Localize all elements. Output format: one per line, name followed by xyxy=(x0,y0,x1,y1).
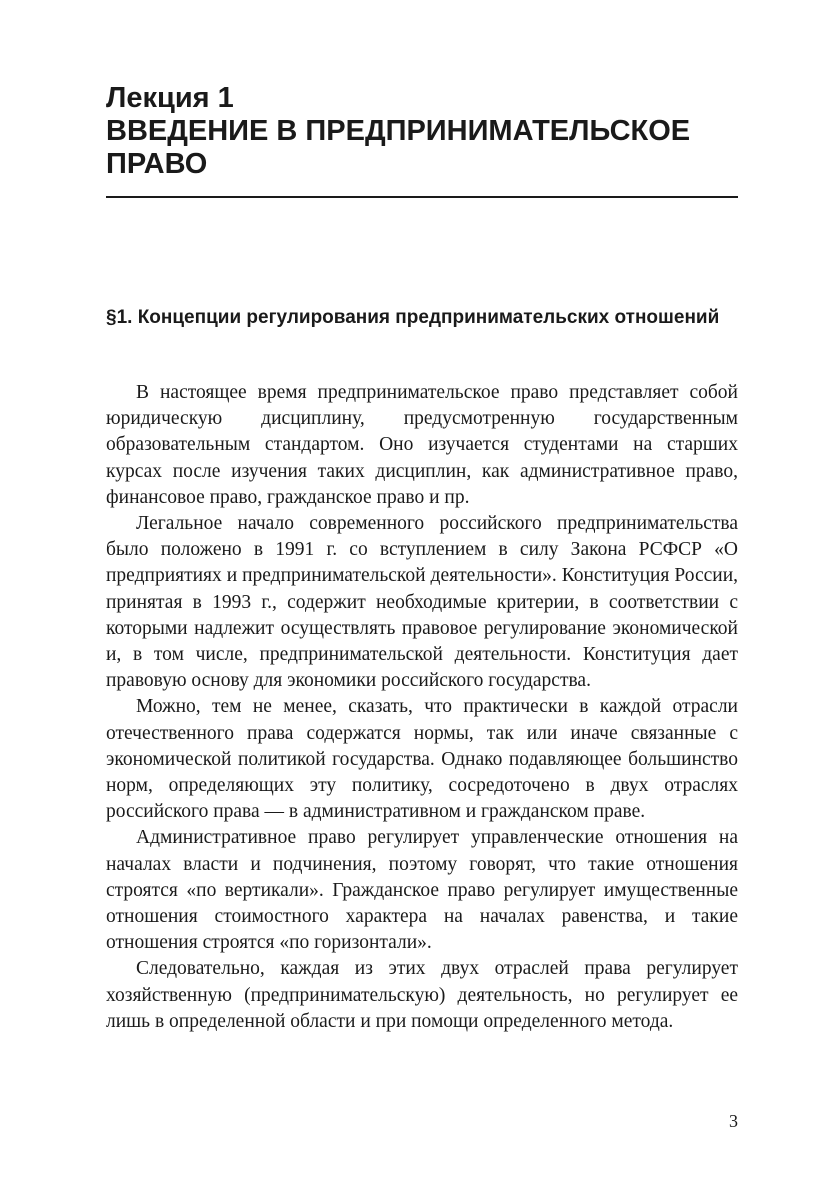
book-page xyxy=(106,0,738,1199)
lecture-title: ВВЕДЕНИЕ В ПРЕДПРИНИМАТЕЛЬСКОЕ ПРАВО xyxy=(106,115,691,180)
paragraph: Административное право регулирует управленческие отношения на началах власти и подчинения, поэтому говорят, что такие отношения строятся «по вертикали». Гражданское право регулирует имущественные отношения стоимостного характера на началах равенства, и такие отношения строятся «по горизонтали». xyxy=(106,827,738,954)
title-divider xyxy=(106,196,738,198)
lecture-number: Лекция 1 xyxy=(106,82,234,114)
paragraph: В настоящее время предпринимательское право представляет собой юридическую дисциплину, предусмотренную государственным образовательным стандартом. Оно изучается студентами на старших курсах после изучения таких дисциплин, как административное право, финансовое право, гражданское право и пр. xyxy=(106,382,738,508)
paragraph: Легальное начало современного российского предпринимательства было положено в 1991 г. со вступлением в силу Закона РСФСР «О предприятиях и предпринимательской деятельности». Конституция России, принятая в 1993 г., содержит необходимые критерии, в соответствии с которыми надлежит осуществлять правовое регулирование экономической и, в том числе, предпринимательской деятельности. Конституция дает правовую основу для экономики российского государства. xyxy=(106,513,738,692)
page-number: 3 xyxy=(729,1111,738,1131)
paragraph: Следовательно, каждая из этих двух отраслей права регулирует хозяйственную (предпринимательскую) деятельность, но регулирует ее лишь в определенной области и при помощи определенного метода. xyxy=(106,958,738,1032)
body-text xyxy=(106,380,738,1035)
paragraph: Можно, тем не менее, сказать, что практически в каждой отрасли отечественного права содержатся нормы, так или иначе связанные с экономической политикой государства. Однако подавляющее большинство норм, определяющих эту политику, сосредоточено в двух отраслях российского права — в административном и гражданском праве. xyxy=(106,696,738,823)
section-heading: §1. Концепции регулирования предпринимательских отношений xyxy=(106,307,720,328)
